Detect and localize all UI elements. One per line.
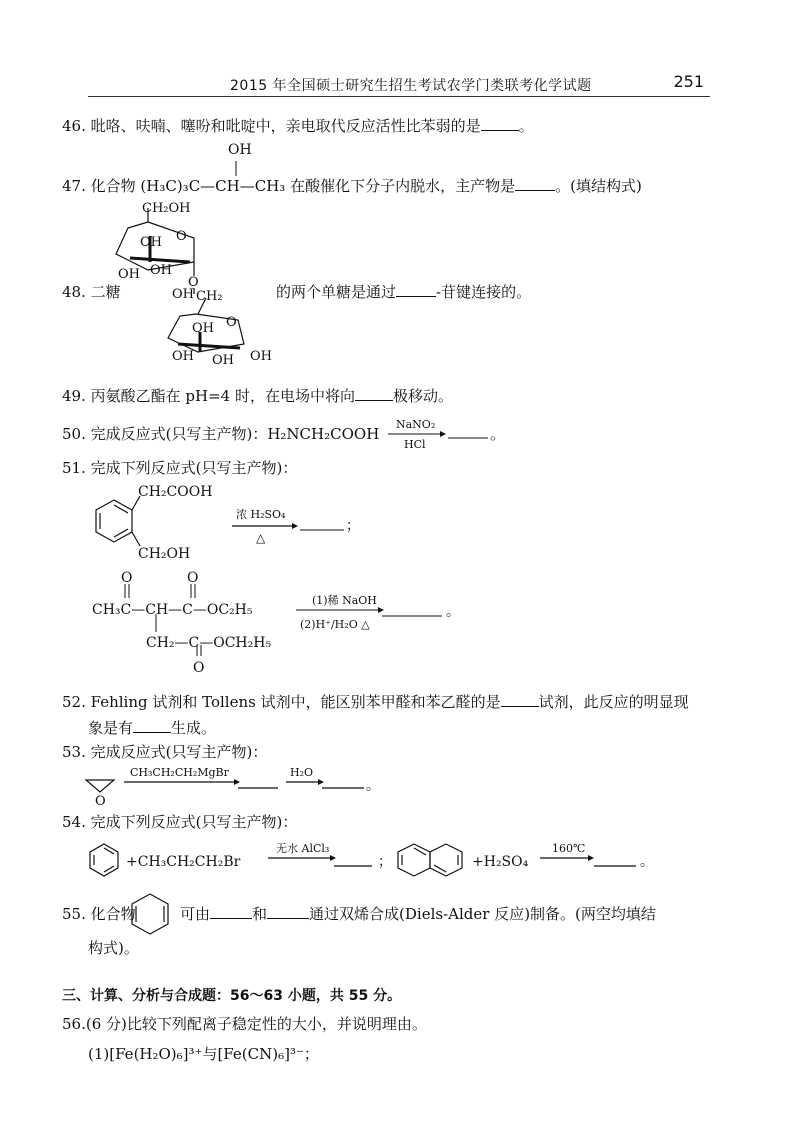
- question-50: 50. 完成反应式(只写主产物)：H₂NCH₂COOH: [62, 425, 380, 443]
- question-47: 47. 化合物 (H₃C)₃C—CH—CH₃ 在酸催化下分子内脱水，主产物是 。(填结构式): [62, 177, 642, 195]
- q51-o-1: O: [121, 570, 133, 586]
- q48-oh-1: OH: [140, 235, 162, 250]
- question-55-line1: 可由 和 通过双烯合成(Diels-Alder 反应)制备。(两空均填结: [180, 905, 656, 923]
- q53-epoxide-o: O: [95, 794, 106, 809]
- q54-reagent-2: 160℃: [552, 842, 586, 855]
- q50-reagent-top: NaNO₂: [396, 418, 436, 431]
- q53-end: 。: [366, 778, 380, 794]
- q48-oh-6: OH: [172, 349, 194, 364]
- question-48: 的两个单糖是通过 -苷键连接的。: [276, 283, 532, 301]
- q48-oh-2: OH: [118, 267, 140, 282]
- q51-ch2oh: CH₂OH: [138, 546, 191, 562]
- q54-sep: ；: [378, 854, 392, 870]
- q48-o-link: O: [188, 275, 199, 290]
- page-number: 251: [673, 72, 704, 91]
- q48-ch2: CH₂: [196, 289, 223, 304]
- q54-end: 。: [640, 854, 654, 870]
- q48-oh-5: OH: [192, 321, 214, 336]
- question-52-line1: 52. Fehling 试剂和 Tollens 试剂中，能区别苯甲醛和苯乙醛的是 试剂，此反应的明显现: [62, 693, 689, 711]
- q48-o-ring-2: O: [226, 315, 237, 330]
- question-49: 49. 丙氨酸乙酯在 pH=4 时，在电场中将向 极移动。: [62, 387, 453, 405]
- q51-r2-reagent-bottom: (2)H⁺/H₂O △: [300, 618, 370, 631]
- q54-reagent-1: 无水 AlCl₃: [276, 842, 330, 855]
- q51-ester-main: CH₃C—CH—C—OC₂H₅: [92, 602, 253, 618]
- q48-oh-8: OH: [250, 349, 272, 364]
- q51-o-3: O: [193, 660, 205, 676]
- q51-reagent-bottom: △: [256, 531, 266, 545]
- q48-oh-4: OH: [172, 287, 194, 302]
- q50-end: 。: [490, 425, 506, 443]
- q51-ester-branch: CH₂—C—OCH₂H₅: [146, 635, 272, 651]
- question-46: 46. 吡咯、呋喃、噻吩和吡啶中，亲电取代反应活性比苯弱的是 。: [62, 117, 534, 135]
- q50-reagent-bottom: HCl: [404, 438, 426, 451]
- q54-part-1: +CH₃CH₂CH₂Br: [126, 854, 241, 870]
- q48-o-ring-1: O: [176, 229, 187, 244]
- section-3-title: 三、计算、分析与合成题：56～63 小题，共 55 分。: [62, 988, 402, 1004]
- question-52-line2: 象是有 生成。: [88, 719, 217, 737]
- q54-part-2: +H₂SO₄: [472, 854, 529, 870]
- q47-formula: (H₃C)₃C—CH—CH₃: [140, 177, 286, 195]
- q48-oh-3: OH: [150, 263, 172, 278]
- q51-r2-reagent-top: (1)稀 NaOH: [312, 594, 377, 607]
- question-53: 53. 完成反应式(只写主产物)：: [62, 743, 268, 761]
- q51-r2-end: 。: [446, 604, 460, 620]
- q51-reagent-top: 浓 H₂SO₄: [236, 508, 286, 521]
- q51-ch2cooh: CH₂COOH: [138, 484, 213, 500]
- q48-ch2oh-top: CH₂OH: [142, 201, 191, 216]
- question-54: 54. 完成下列反应式(只写主产物)：: [62, 813, 298, 831]
- q53-reagent-1: CH₃CH₂CH₂MgBr: [130, 766, 229, 779]
- question-55-line2: 构式)。: [88, 939, 139, 957]
- question-51: 51. 完成下列反应式(只写主产物)：: [62, 459, 298, 477]
- q53-reagent-2: H₂O: [290, 766, 314, 779]
- q47-oh-label: OH: [228, 142, 252, 158]
- header-title: 2015 年全国硕士研究生招生考试农学门类联考化学试题: [230, 78, 592, 94]
- q51-o-2: O: [187, 570, 199, 586]
- question-55-prefix: 55. 化合物: [62, 905, 136, 923]
- question-56: 56.(6 分)比较下列配离子稳定性的大小，并说明理由。: [62, 1015, 427, 1033]
- question-48-prefix: 48. 二糖: [62, 283, 121, 301]
- q51-r1-end: ；: [346, 518, 360, 534]
- q48-oh-7: OH: [212, 353, 234, 368]
- question-56-sub1: (1)[Fe(H₂O)₆]³⁺与[Fe(CN)₆]³⁻；: [88, 1045, 319, 1063]
